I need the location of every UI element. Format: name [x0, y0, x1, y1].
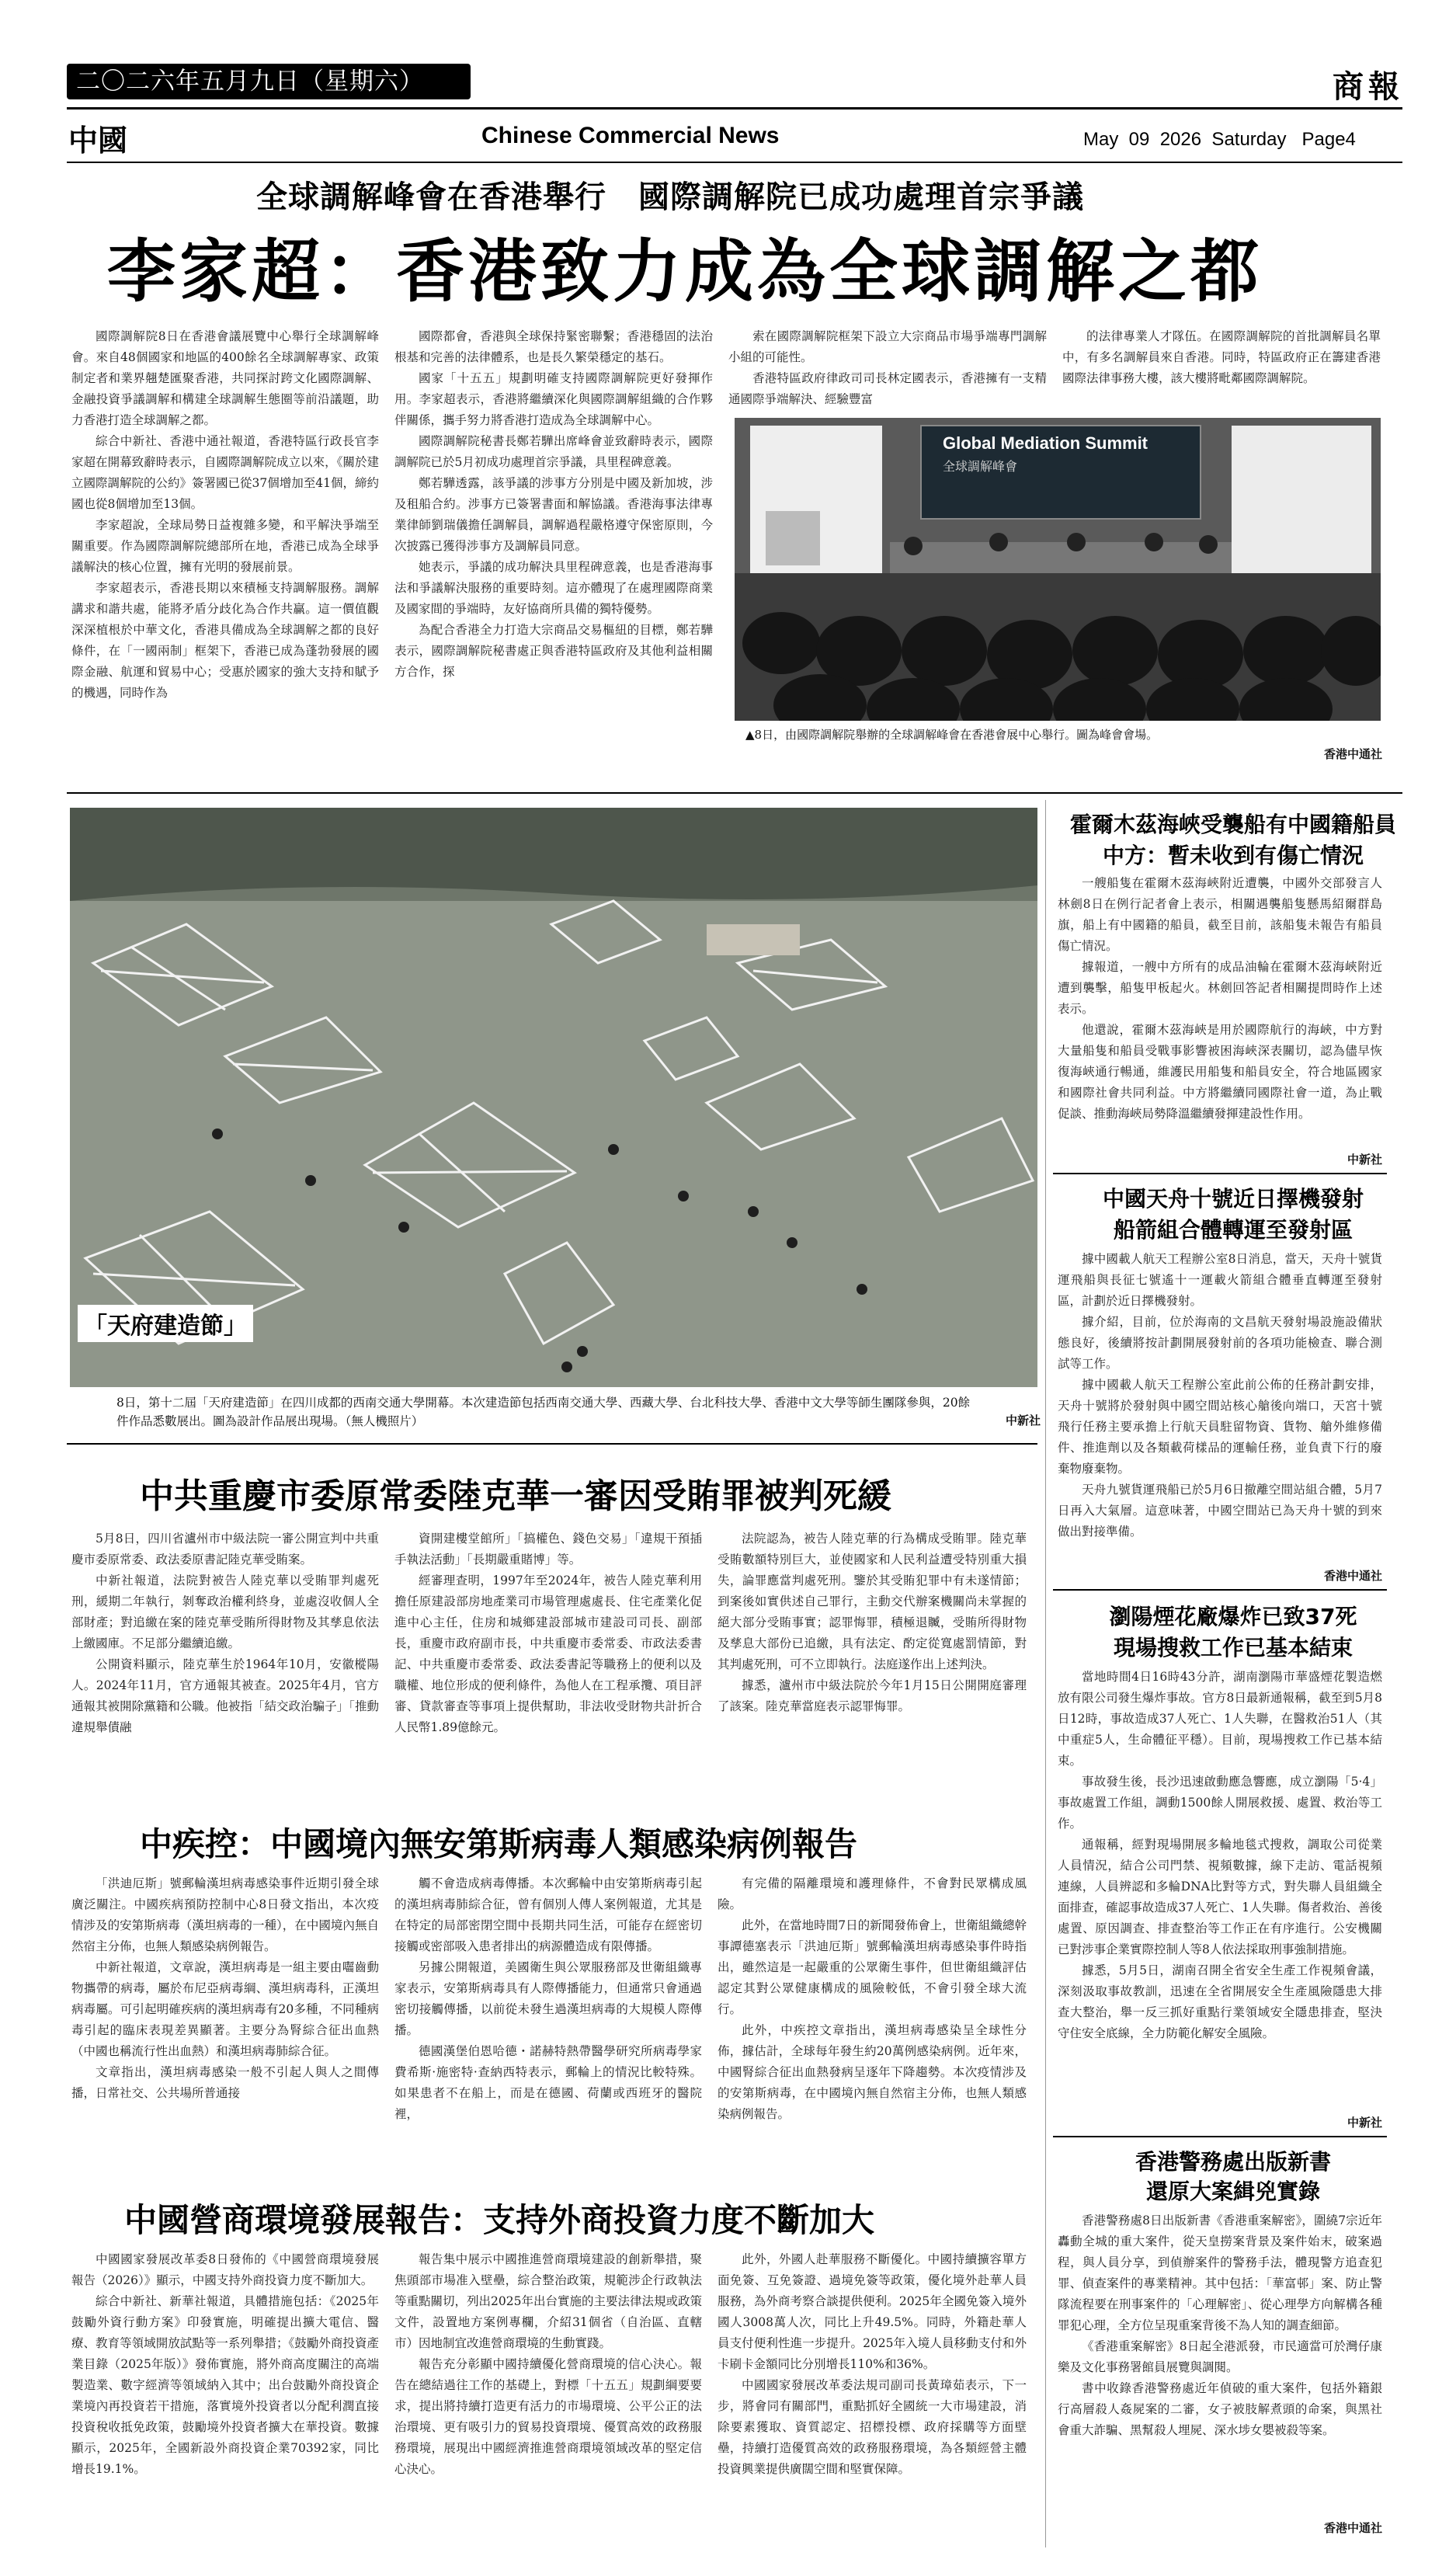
paragraph: 有完備的隔離環境和護理條件，不會對民眾構成風險。	[718, 1876, 1027, 1911]
paragraph: 她表示，爭議的成功解決具里程碑意義，也是香港海事法和爭議解決服務的重要時刻。這亦體現了在處理國際商業及國家間的爭端時，友好協商所具備的獨特優勢。	[394, 560, 713, 616]
paragraph: 德國漢堡伯恩哈德・諾赫特熱帶醫學研究所病毒學家費希斯·施密特·查納西特表示，郵輪上的情況比較特殊。如果患者不在船上，而是在德國、荷蘭或西班牙的醫院裡，	[394, 2044, 702, 2121]
paragraph: 報告充分彰顯中國持續優化營商環境的信心決心。報告在總結過往工作的基礎上，對標「十五五」規劃綱要要求，提出將持續打造更有活力的市場環境、公平公正的法治環境、更有吸引力的貿易投資環境、優質高效的政務服務環境，展現出中國經濟推進營商環境領域改革的堅定信心決心。	[394, 2357, 702, 2476]
side4-headline-1: 香港警務處出版新書	[1135, 2149, 1331, 2175]
paragraph: 綜合中新社、新華社報道，具體措施包括：《2025年鼓勵外資行動方案》印發實施，明確提出擴大電信、醫療、教育等領域開放試點等一系列舉措；《鼓勵外商投資產業目錄（2025年版）》發佈實施，將外商高度關注的高端製造業、數字經濟等領域納入其中；出台鼓勵外商投資企業境內再投資若干措施，落實境外投資者以分配利潤直接投資稅收抵免政策，鼓勵境外投資者擴大在華投資。數據顯示，2025年，全國新設外商投資企業70392家，同比增長19.1%。	[71, 2294, 379, 2476]
side4-body	[1058, 2210, 1382, 2516]
lead-column-1	[71, 326, 379, 783]
side2-body	[1058, 1249, 1382, 1564]
paragraph: 中國國家發展改革委法規司副司長黃璋茹表示，下一步，將會同有關部門，重點抓好全國統一大市場建設，消除要素獲取、資質認定、招標投標、政府採購等方面壁壘，持續打造優質高效的政務服務環境，為各類經營主體投資興業提供廣闊空間和堅實保障。	[718, 2378, 1027, 2476]
paragraph: 的法律專業人才隊伍。在國際調解院的首批調解員名單中，有多名調解員來自香港。同時，特區政府正在籌建香港國際法律事務大樓，該大樓將毗鄰國際調解院。	[1062, 329, 1381, 385]
paragraph: 香港特區政府律政司司長林定國表示，香港擁有一支精通國際爭端解決、經驗豐富	[728, 371, 1047, 406]
paragraph: 《香港重案解密》8日起全港派發，市民適當可於灣仔康樂及文化事務署館員展覽與調閱。	[1058, 2339, 1382, 2374]
masthead-date: 二〇二六年五月九日（星期六）	[76, 68, 424, 96]
masthead-rule	[67, 107, 1402, 110]
paragraph: 經審理查明，1997年至2024年，被告人陸克華利用擔任原建設部房地產業司市場管理處處長、住宅產業化促進中心主任，住房和城鄉建設部城市建設司司長、副部長，重慶市政府副市長，中共重慶市委常委、市政法委書記、中共重慶市委常委、政法委書記等職務上的便利以及職權、地位形成的便利條件，為他人在工程承攬、項目評審、貸款審查等事項上提供幫助，非法收受財物共計折合人民幣1.89億餘元。	[394, 1574, 702, 1734]
paragraph: 索在國際調解院框架下設立大宗商品市場爭端專門調解小組的可能性。	[728, 329, 1047, 364]
paragraph: 中新社報道，文章說，漢坦病毒是一組主要由囓齒動物攜帶的病毒，屬於布尼亞病毒綱、漢坦病毒科，正漢坦病毒屬。可引起明確疾病的漢坦病毒有20多種，不同種病毒引起的臨床表現差異顯著。主要分為腎綜合征出血熱（中國也稱流行性出血熱）和漢坦病毒肺綜合征。	[71, 1960, 379, 2058]
lead-headline: 李家超：香港致力成為全球調解之都	[107, 231, 1263, 311]
paragraph: 為配合香港全力打造大宗商品交易樞紐的目標，鄭若驊表示，國際調解院秘書處正與香港特區政府及其他利益相關方合作，探	[394, 623, 713, 679]
festival-rule	[67, 1443, 1037, 1445]
paragraph: 李家超說，全球局勢日益複雜多變，和平解決爭端至關重要。作為國際調解院總部所在地，香港已成為全球爭議解決的核心位置，擁有光明的發展前景。	[71, 518, 379, 574]
lead-column-3	[728, 326, 1047, 410]
chongqing-column-1	[71, 1528, 379, 1816]
side3-credit: 中新社	[1347, 2116, 1382, 2130]
side3-body	[1058, 1667, 1382, 2111]
paragraph: 「洪迪厄斯」號郵輪漢坦病毒感染事件近期引發全球廣泛關注。中國疾病預防控制中心8日發文指出，本次疫情涉及的安第斯病毒（漢坦病毒的一種），在中國境內無自然宿主分佈，也無人類感染病例報告。	[71, 1876, 379, 1953]
paragraph: 此外，外國人赴華服務不斷優化。中國持續擴容單方面免簽、互免簽證、過境免簽等政策，優化境外赴華人員服務，為外商考察合談提供便利。2025年全國免簽入境外國人3008萬人次，同比上升49.5%。同時，外籍赴華人員支付便利性進一步提升。2025年入境人員移動支付和外卡刷卡金額同比分別增長110%和36%。	[718, 2252, 1027, 2371]
paragraph: 據介紹，目前，位於海南的文昌航天發射場設施設備狀態良好，後續將按計劃開展發射前的各項功能檢查、聯合測試等工作。	[1058, 1315, 1382, 1371]
side2-headline-1: 中國天舟十號近日擇機發射	[1102, 1186, 1364, 1212]
summit-banner-subtitle: 全球調解峰會	[943, 459, 1018, 474]
cdc-column-1	[71, 1873, 379, 2186]
paragraph: 法院認為，被告人陸克華的行為構成受賄罪。陸克華受賄數額特別巨大，並使國家和人民利益遭受特別重大損失，論罪應當判處死刑。鑒於其受賄犯罪中有未遂情節；到案後如實供述自己罪行，主動交代辦案機關尚未掌握的絕大部分受賄事實；認罪悔罪，積極退贓，受賄所得財物及孳息大部份已追繳，具有法定、酌定從寬處罰情節，對其判處死刑，可不立即執行。法庭遂作出上述判決。	[718, 1532, 1027, 1671]
festival-photo	[70, 808, 1037, 1387]
cdc-column-2	[394, 1873, 702, 2186]
paper-name: Chinese Commercial News	[481, 123, 780, 148]
summit-caption: ▲8日，由國際調解院舉辦的全球調解峰會在香港會展中心舉行。圖為峰會會場。	[745, 728, 1159, 742]
sidebar-divider	[1045, 800, 1046, 2547]
lead-column-2	[394, 326, 713, 783]
side-rule	[1053, 1173, 1387, 1174]
section-label: 中國	[68, 123, 128, 158]
side1-credit: 中新社	[1347, 1153, 1382, 1167]
paragraph: 資開建樓堂館所」「搞權色、錢色交易」「違規干預插手執法活動」「長期嚴重賭博」等。	[394, 1532, 702, 1567]
masthead-rule-bottom	[67, 162, 1402, 163]
side-rule	[1053, 2136, 1387, 2137]
paragraph: 李家超表示，香港長期以來積極支持調解服務。調解講求和諧共處，能將矛盾分歧化為合作共贏。這一價值觀深深植根於中華文化，香港具備成為全球調解之都的良好條件，在「一國兩制」框架下，香港已成為蓬勃發展的國際金融、航運和貿易中心；受惠於國家的強大支持和賦予的機遇，同時作為	[71, 581, 379, 700]
paragraph: 中新社報道，法院對被告人陸克華以受賄罪判處死刑，緩期二年執行，剝奪政治權利終身，並處沒收個人全部財產；對追繳在案的陸克華受賄所得財物及其孳息依法上繳國庫。不足部分繼續追繳。	[71, 1574, 379, 1650]
chongqing-column-3	[718, 1528, 1027, 1816]
cdc-headline: 中疾控：中國境內無安第斯病毒人類感染病例報告	[140, 1825, 858, 1863]
paragraph: 中國國家發展改革委8日發佈的《中國營商環境發展報告（2026）》顯示，中國支持外商投資力度不斷加大。	[71, 2252, 379, 2287]
paragraph: 國際調解院8日在香港會議展覽中心舉行全球調解峰會。來自48個國家和地區的400餘名全球調解專家、政策制定者和業界翹楚匯聚香港，共同探討跨文化國際調解、金融投資爭議調解和構建全球調解生態圈等前沿議題，助力香港打造全球調解之都。	[71, 329, 379, 427]
business-column-3	[718, 2249, 1027, 2544]
paragraph: 國際都會，香港與全球保持緊密聯繫；香港穩固的法治根基和完善的法律體系，也是長久繁榮穩定的基石。	[394, 329, 713, 364]
paragraph: 當地時間4日16時43分許，湖南瀏陽市華盛煙花製造燃放有限公司發生爆炸事故。官方8日最新通報稱，截至到5月8日12時，事故造成37人死亡、1人失聯，在醫救治51人（其中重症5人，生命體征平穩）。目前，現場搜救工作已基本結束。	[1058, 1670, 1382, 1768]
paragraph: 國家「十五五」規劃明確支持國際調解院更好發揮作用。李家超表示，香港將繼續深化與國際調解組織的合作夥伴關係，攜手努力將香港打造成為全球調解中心。	[394, 371, 713, 427]
business-headline: 中國營商環境發展報告：支持外商投資力度不斷加大	[124, 2201, 875, 2239]
side2-credit: 香港中通社	[1323, 1569, 1382, 1583]
paragraph: 文章指出，漢坦病毒感染一般不引起人與人之間傳播，日常社交、公共場所普通接	[71, 2065, 379, 2100]
festival-caption: 8日，第十二屆「天府建造節」在四川成都的西南交通大學開幕。本次建造節包括西南交通大學、西藏大學、台北科技大學、香港中文大學等師生團隊參與，20餘件作品悉數展出。圖為設計作品展出現場。（無人機照片）	[116, 1396, 971, 1428]
side1-headline-1: 霍爾木茲海峽受襲船有中國籍船員	[1069, 812, 1396, 837]
side3-headline-1: 瀏陽煙花廠爆炸已致37死	[1109, 1604, 1357, 1629]
lead-column-4	[1062, 326, 1381, 410]
summit-credit: 香港中通社	[1323, 747, 1382, 761]
paragraph: 報告集中展示中國推進營商環境建設的創新舉措，聚焦頭部市場准入壁壘，綜合整治政策，規範涉企行政執法等重點關切，列出2025年出台實施的主要法律法規或政策文件，設置地方案例專欄，介紹31個省（自治區、直轄市）因地制宜改進營商環境的生動實踐。	[394, 2252, 702, 2350]
paragraph: 綜合中新社、香港中通社報道，香港特區行政長官李家超在開幕致辭時表示，自國際調解院成立以來，《關於建立國際調解院的公約》簽署國已從37個增加至41個，締約國也從8個增加至13個。	[71, 434, 379, 511]
paragraph: 香港警務處8日出版新書《香港重案解密》，圍繞7宗近年轟動全城的重大案件，從天皇撈案背景及案件始末，破案過程，與人員分享，到偵辦案件的警務手法，體現警方追查犯罪、偵查案件的專業精神。其中包括：「華富邨」案、防止警隊流程要在刑事案件的「心理解密」、從心理學方向解構各種罪犯心理，全方位呈現重案背後不為人知的調查細節。	[1058, 2214, 1382, 2332]
english-date: May 09 2026 Saturday Page4	[1083, 129, 1356, 150]
paragraph: 通報稱，經對現場開展多輪地毯式搜救，調取公司從業人員情況，結合公司門禁、視頻數據，線下走訪、電話視頻連線，人員辨認和多輪DNA比對等方式，對失聯人員組織全面排查，確認事故造成37人死亡、1人失聯。傷者救治、善後處置、原因調查、排查整治等工作正在有序進行。公安機關已對涉事企業實際控制人等8人依法採取刑事強制措施。	[1058, 1838, 1382, 1956]
side1-body	[1058, 873, 1382, 1146]
masthead-brand: 商報	[1333, 68, 1404, 105]
paragraph: 據中國載人航天工程辦公室此前公佈的任務計劃安排，天舟十號將於發射與中國空間站核心艙後向端口，天宮十號飛行任務主要承擔上行航天員駐留物資、貨物、艙外維修備件、推進劑以及各類載荷樣品的運輸任務，並負責下行的廢棄物廢棄物。	[1058, 1378, 1382, 1476]
festival-tag: 「天府建造節」	[78, 1305, 253, 1342]
side4-headline-2: 還原大案緝兇實錄	[1145, 2179, 1320, 2204]
paragraph: 5月8日，四川省瀘州市中級法院一審公開宣判中共重慶市委原常委、政法委原書記陸克華受賄案。	[71, 1532, 379, 1567]
side4-credit: 香港中通社	[1323, 2521, 1382, 2535]
paragraph: 書中收錄香港警務處近年偵破的重大案件，包括外籍銀行高層殺人姦屍案的二審，女子被肢解煮頭的命案，與黑社會重大詐騙、黑幫殺人埋屍、深水埗女嬰被殺等案。	[1058, 2381, 1382, 2437]
paragraph: 事故發生後，長沙迅速啟動應急響應，成立瀏陽「5·4」事故處置工作組，調動1500餘人開展救援、處置、救治等工作。	[1058, 1775, 1382, 1831]
business-column-1	[71, 2249, 379, 2544]
chongqing-headline: 中共重慶市委原常委陸克華一審因受賄罪被判死緩	[140, 1476, 891, 1516]
paragraph: 國際調解院秘書長鄭若驊出席峰會並致辭時表示，國際調解院已於5月初成功處理首宗爭議，具里程碑意義。	[394, 434, 713, 469]
paragraph: 一艘船隻在霍爾木茲海峽附近遭襲，中國外交部發言人林劍8日在例行記者會上表示，相關遇襲船隻懸馬紹爾群島旗，船上有中國籍的船員，截至目前，該船隻未報告有船員傷亡情況。	[1058, 876, 1382, 953]
cdc-column-3	[718, 1873, 1027, 2186]
business-column-2	[394, 2249, 702, 2544]
paragraph: 公開資料顯示，陸克華生於1964年10月，安徽樅陽人。2024年11月，官方通報其被查。2025年4月，官方通報其被開除黨籍和公職。他被指「結交政治騙子」「推動違規舉債融	[71, 1657, 379, 1734]
paragraph: 另據公開報道，美國衛生與公眾服務部及世衛組織專家表示，安第斯病毒具有人際傳播能力，但通常只會通過密切接觸傳播，以前從未發生過漢坦病毒的大規模人際傳播。	[394, 1960, 702, 2037]
summit-photo	[735, 418, 1381, 721]
paragraph: 據悉，瀘州市中級法院於今年1月15日公開開庭審理了該案。陸克華當庭表示認罪悔罪。	[718, 1678, 1027, 1713]
paragraph: 鄭若驊透露，該爭議的涉事方分別是中國及新加坡，涉及租船合約。涉事方已簽署書面和解協議。香港海事法律專業律師劉瑞儀擔任調解員，調解過程嚴格遵守保密原則，今次披露已獲得涉事方及調解員同意。	[394, 476, 713, 553]
side3-headline-2: 現場搜救工作已基本結束	[1113, 1635, 1353, 1661]
lead-subhead: 全球調解峰會在香港舉行 國際調解院已成功處理首宗爭議	[256, 179, 1084, 215]
paragraph: 他還說，霍爾木茲海峽是用於國際航行的海峽，中方對大量船隻和船員受戰事影響被困海峽深表關切，認為儘早恢復海峽通行暢通，維護民用船隻和船員安全，符合地區國家和國際社會共同利益。中方將繼續同國際社會一道，為止戰促談、推動海峽局勢降溫繼續發揮建設性作用。	[1058, 1023, 1382, 1121]
paragraph: 此外，中疾控文章指出，漢坦病毒感染呈全球性分佈，據估計，全球每年發生約20萬例感染病例。近年來，中國腎綜合征出血熱發病呈逐年下降趨勢。本次疫情涉及的安第斯病毒，在中國境內無自然宿主分佈，也無人類感染病例報告。	[718, 2023, 1027, 2121]
side-rule	[1053, 1589, 1387, 1591]
chongqing-column-2	[394, 1528, 702, 1816]
paragraph: 此外，在當地時間7日的新聞發佈會上，世衛組織總幹事譚德塞表示「洪迪厄斯」號郵輪漢坦病毒感染事件時指出，雖然這是一起嚴重的公眾衛生事件，但世衛組織評估認定其對公眾健康構成的風險較低，不會引發全球大流行。	[718, 1918, 1027, 2016]
paragraph: 觸不會造成病毒傳播。本次郵輪中由安第斯病毒引起的漢坦病毒肺綜合征，曾有個別人傳人案例報道，尤其是在特定的局部密閉空間中長期共同生活，可能存在經密切接觸或密部吸入患者排出的病源體造成有限傳播。	[394, 1876, 702, 1953]
summit-banner-title: Global Mediation Summit	[943, 433, 1148, 453]
paragraph: 據中國載人航天工程辦公室8日消息，當天，天舟十號貨運飛船與長征七號遙十一運載火箭組合體垂直轉運至發射區，計劃於近日擇機發射。	[1058, 1252, 1382, 1308]
paragraph: 據報道，一艘中方所有的成品油輪在霍爾木茲海峽附近遭到襲擊，船隻甲板起火。林劍回答記者相關提問時作上述表示。	[1058, 960, 1382, 1016]
festival-credit: 中新社	[1005, 1414, 1041, 1428]
paragraph: 天舟九號貨運飛船已於5月6日撤離空間站組合體，5月7日再入大氣層。這意味著，中國空間站已為天舟十號的到來做出對接準備。	[1058, 1483, 1382, 1539]
paragraph: 據悉，5月5日，湖南召開全省安全生產工作視頻會議，深刻汲取事故教訓，迅速在全省開展安全生產風險隱患大排查大整治，舉一反三抓好重點行業領域安全隱患排查，堅決守住安全底線，全力防範化解安全風險。	[1058, 1963, 1382, 2040]
section-rule	[67, 792, 1402, 794]
side2-headline-2: 船箭組合體轉運至發射區	[1113, 1217, 1353, 1243]
side1-headline-2: 中方：暫未收到有傷亡情況	[1102, 843, 1364, 868]
